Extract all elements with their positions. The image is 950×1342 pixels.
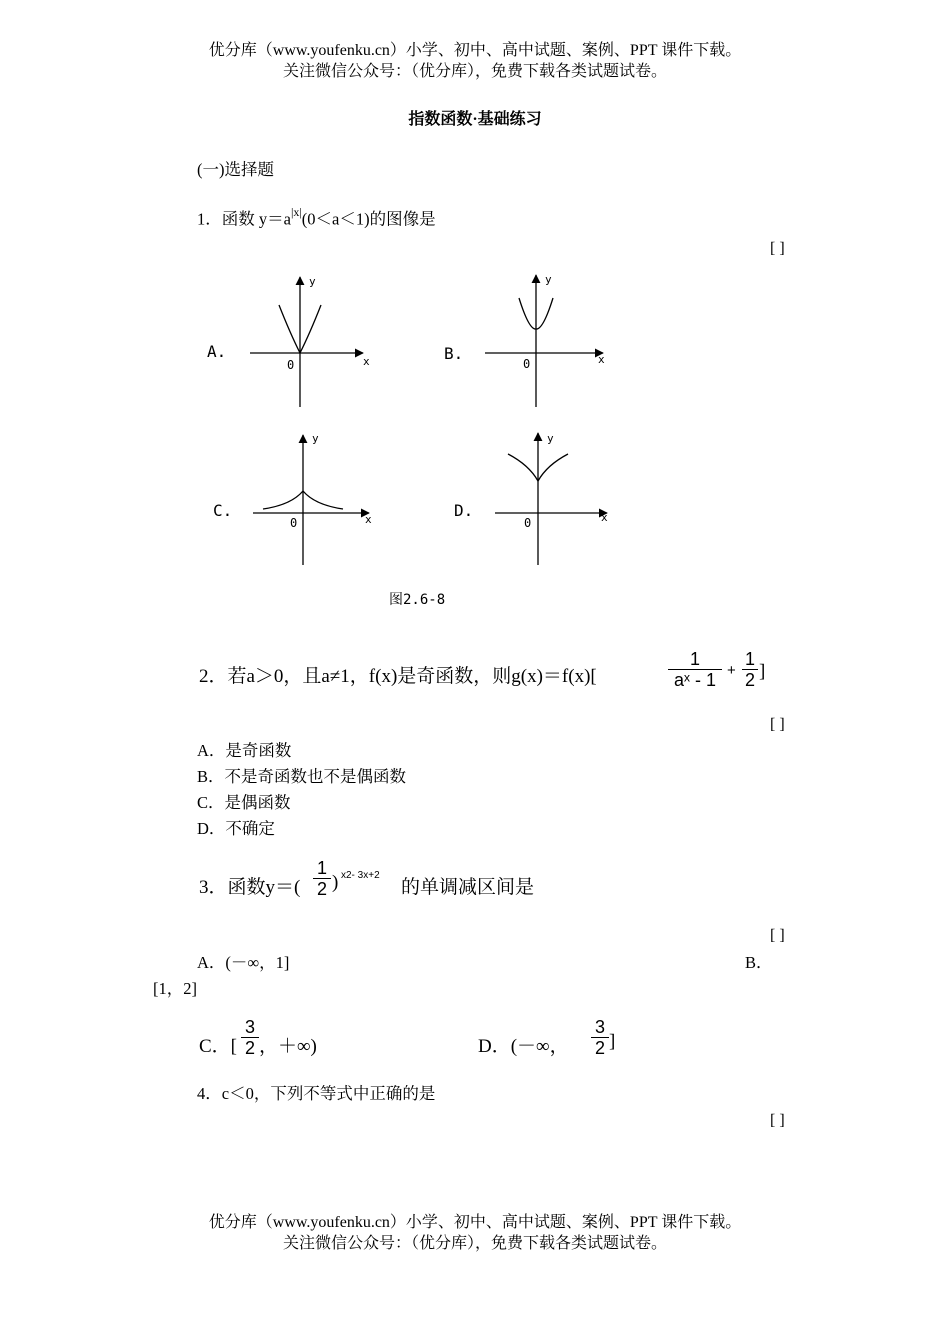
q3-option-c-fraction xyxy=(241,1017,259,1058)
graph-b xyxy=(444,273,605,407)
graph-a-x-label: x xyxy=(363,355,370,368)
q2-option-a: A．是奇函数 xyxy=(197,741,292,760)
q3-option-d-part-b: ] xyxy=(609,1031,616,1052)
page-title: 指数函数·基础练习 xyxy=(408,111,542,128)
q3-option-b-value: [1，2] xyxy=(153,979,197,998)
q2-fraction-2-denominator: 2 xyxy=(742,669,758,690)
q2-plus-sign: + xyxy=(727,662,736,679)
q3-answer-bracket: [ ] xyxy=(770,927,785,944)
graph-d xyxy=(454,432,608,565)
graph-a-label: A. xyxy=(207,342,227,361)
question-1-stem xyxy=(197,203,436,231)
q3-exponent: x2- 3x+2 xyxy=(341,870,380,881)
q3-option-c-denominator: 2 xyxy=(241,1037,259,1058)
header-line-2: 关注微信公众号：（优分库），免费下载各类试题试卷。 xyxy=(282,63,667,80)
q3-fraction-denominator: 2 xyxy=(313,878,331,899)
graph-c-y-label: y xyxy=(312,432,319,445)
graph-d-x-label: x xyxy=(601,511,608,524)
question-3-stem-a: 3．函数y＝( xyxy=(199,877,301,898)
q2-close-bracket: ] xyxy=(759,661,766,682)
q2-option-b: B．不是奇函数也不是偶函数 xyxy=(197,767,407,786)
q3-option-b-label: B． xyxy=(745,953,773,972)
q3-option-c-part-a: C．[ xyxy=(199,1036,238,1057)
q1-figure xyxy=(195,265,635,615)
q3-close-paren: ) xyxy=(332,872,339,893)
graph-a xyxy=(207,275,370,407)
q3-option-d-numerator: 3 xyxy=(594,1017,605,1037)
question-3-stem-b: 的单调减区间是 xyxy=(401,877,535,898)
section-heading: (一)选择题 xyxy=(197,160,274,179)
q3-option-d-part-a: D．(－∞， xyxy=(478,1036,569,1057)
q2-fraction-2-numerator: 1 xyxy=(744,649,755,669)
graph-a-y-label: y xyxy=(309,275,316,288)
q3-option-d-denominator: 2 xyxy=(591,1037,609,1058)
q3-fraction xyxy=(313,858,331,899)
q3-option-c-numerator: 3 xyxy=(244,1017,255,1037)
q2-fraction-1 xyxy=(668,649,722,690)
q3-option-c-part-b: ，＋∞) xyxy=(259,1036,317,1057)
question-4-stem: 4．c＜0，下列不等式中正确的是 xyxy=(197,1084,436,1103)
q1-stem-part-b: (0＜a＜1)的图像是 xyxy=(301,209,436,229)
q2-option-d: D．不确定 xyxy=(197,819,275,838)
figure-caption: 图2.6-8 xyxy=(389,592,446,608)
q2-option-c: C．是偶函数 xyxy=(197,793,291,812)
question-2-stem: 2．若a＞0，且a≠1，f(x)是奇函数，则g(x)＝f(x)[ xyxy=(199,666,597,687)
q3-option-a: A．(－∞，1] xyxy=(197,953,290,972)
q2-answer-bracket: [ ] xyxy=(770,716,785,733)
q3-fraction-numerator: 1 xyxy=(316,858,327,878)
graph-d-origin: 0 xyxy=(524,516,532,530)
graph-b-y-label: y xyxy=(545,273,552,286)
q2-fraction-2 xyxy=(742,649,758,690)
q2-fraction-1-denominator: aˣ - 1 xyxy=(668,669,722,690)
q2-fraction-1-numerator: 1 xyxy=(689,649,700,669)
graph-d-label: D. xyxy=(454,501,474,520)
footer-line-1: 优分库（www.youfenku.cn）小学、初中、高中试题、案例、PPT 课件下载。 xyxy=(208,1214,742,1231)
q1-stem-part-a: 1．函数 y＝a xyxy=(197,209,291,229)
q3-option-d-fraction xyxy=(591,1017,609,1058)
graph-b-origin: 0 xyxy=(523,357,531,371)
graph-a-origin: 0 xyxy=(287,358,295,372)
graph-c xyxy=(213,432,372,565)
footer-line-2: 关注微信公众号：（优分库），免费下载各类试题试卷。 xyxy=(282,1235,667,1252)
header-line-1: 优分库（www.youfenku.cn）小学、初中、高中试题、案例、PPT 课件下载。 xyxy=(208,42,742,59)
graph-b-x-label: x xyxy=(598,353,605,366)
q1-answer-bracket: [ ] xyxy=(770,240,785,257)
q1-exponent: |x| xyxy=(290,205,302,219)
q4-answer-bracket: [ ] xyxy=(770,1112,785,1129)
graph-b-label: B. xyxy=(444,344,464,363)
graph-c-origin: 0 xyxy=(290,516,298,530)
graph-c-label: C. xyxy=(213,501,233,520)
graph-c-x-label: x xyxy=(365,513,372,526)
graph-d-y-label: y xyxy=(547,432,554,445)
